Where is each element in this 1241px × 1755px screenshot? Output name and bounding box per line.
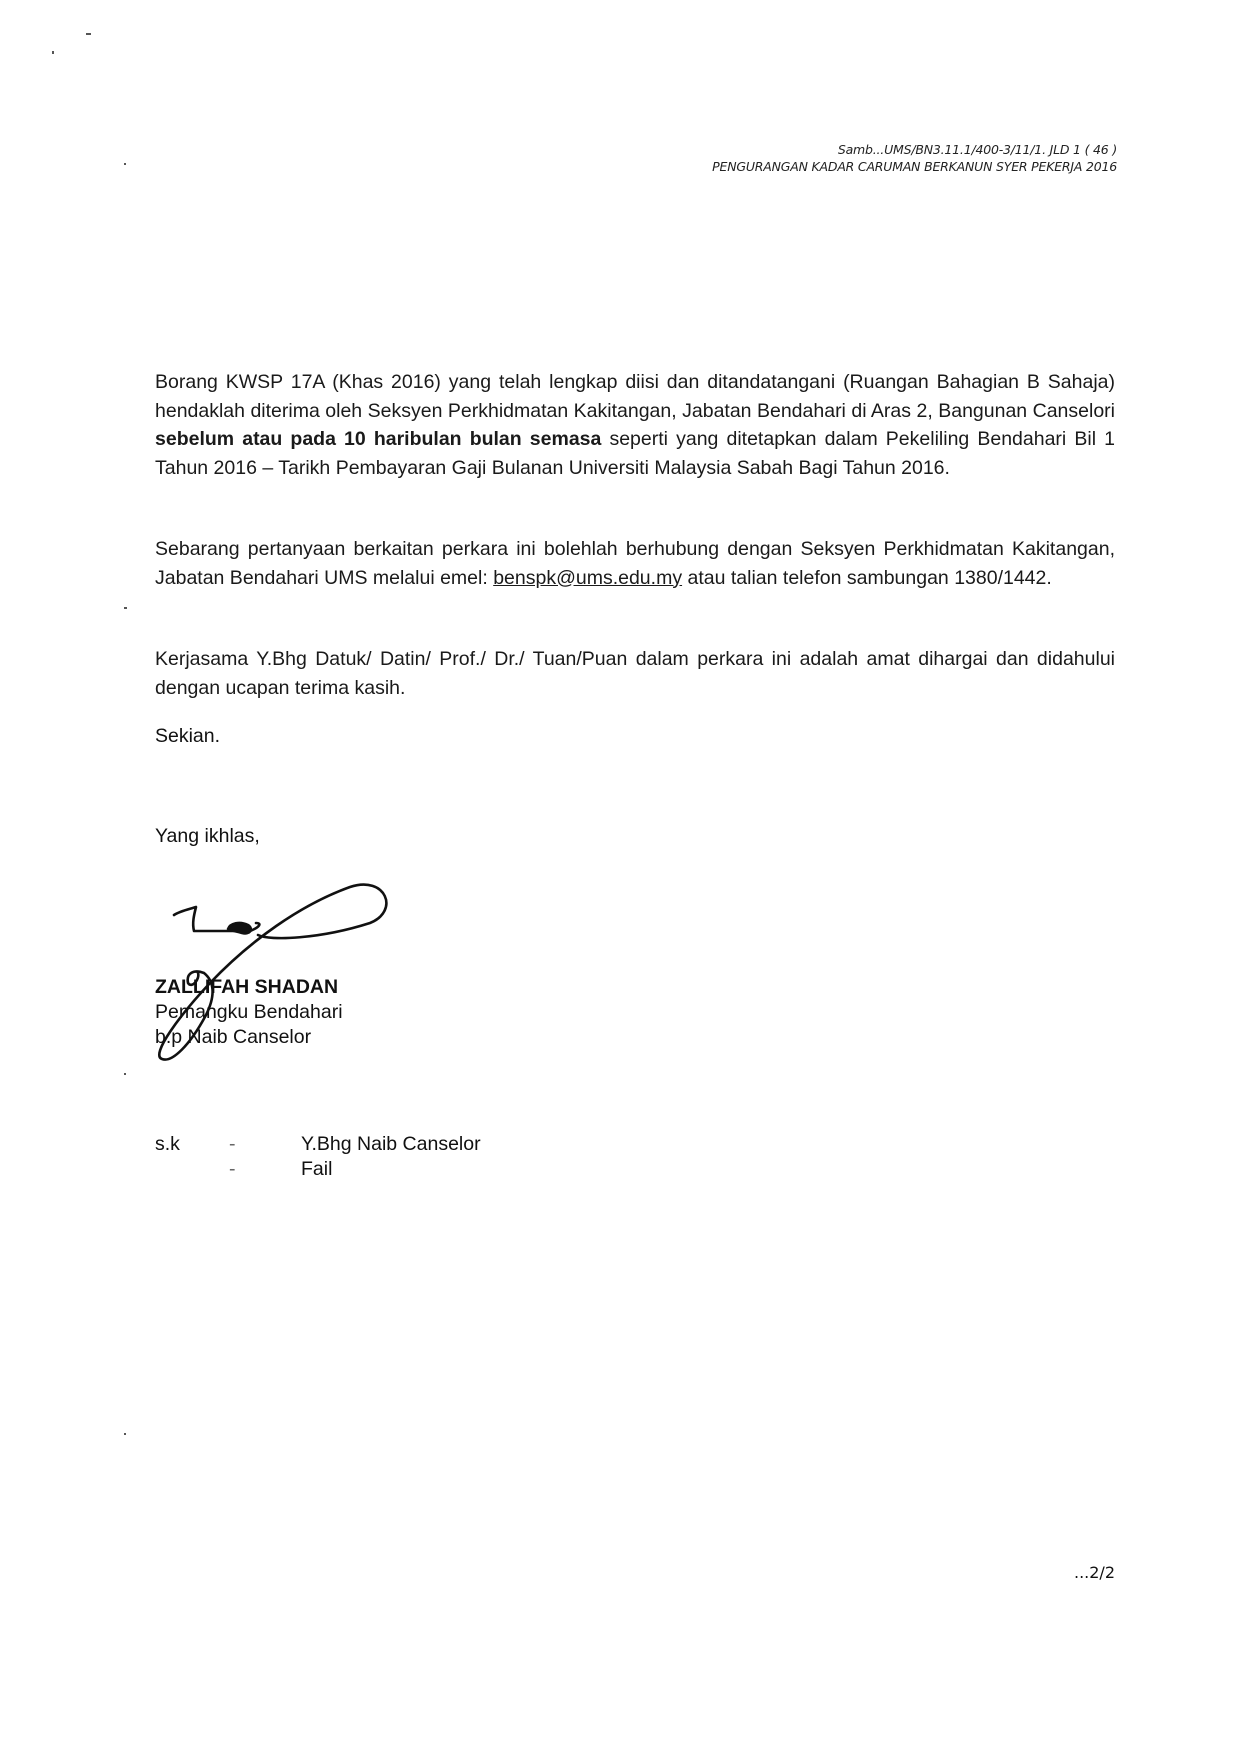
paragraph-submission — [155, 368, 1115, 482]
scan-speck — [52, 51, 54, 54]
signer-name: ZALLIFAH SHADAN — [155, 976, 339, 998]
scan-speck — [124, 163, 126, 165]
page-marker: ...2/2 — [1073, 1563, 1115, 1582]
cc-recipient: Y.Bhg Naib Canselor — [301, 1133, 481, 1155]
cc-label-blank — [155, 1157, 229, 1182]
paragraph-thanks: Kerjasama Y.Bhg Datuk/ Datin/ Prof./ Dr./ Tuan/Puan dalam perkara ini adalah amat dihargai dan didahului dengan ucapan terima kasih. — [155, 648, 1115, 699]
signer-title: Pemangku Bendahari — [155, 1001, 343, 1023]
carbon-copy-list — [155, 1132, 481, 1182]
scan-speck — [86, 33, 91, 35]
signer-on-behalf: b.p Naib Canselor — [155, 1026, 312, 1048]
subject-line: PENGURANGAN KADAR CARUMAN BERKANUN SYER PEKERJA 2016 — [712, 159, 1117, 174]
reference-number: Samb...UMS/BN3.11.1/400-3/11/1. JLD 1 ( 46 ) — [837, 142, 1117, 157]
paragraph-submission-rest: seperti yang ditetapkan dalam Pekeliling Bendahari Bil 1 Tahun 2016 – Tarikh Pembayaran Gaji Bulanan Universiti Malaysia Sabah Bagi Tahun 2016. — [155, 428, 1115, 479]
cc-row — [155, 1157, 481, 1182]
paragraph-contact — [155, 535, 1115, 592]
paragraph-contact-text: Sebarang pertanyaan berkaitan perkara ini bolehlah berhubung dengan Seksyen Perkhidmatan Kakitangan, Jabatan Bendahari UMS melalui emel: — [155, 538, 1115, 589]
email-link[interactable]: benspk@ums.edu.my — [493, 566, 683, 589]
scan-speck — [124, 607, 127, 609]
scan-speck — [124, 1073, 126, 1075]
cc-recipient: Fail — [301, 1158, 333, 1180]
handwritten-signature — [150, 865, 440, 1065]
cc-dash: - — [229, 1158, 236, 1180]
paragraph-submission-text: Borang KWSP 17A (Khas 2016) yang telah lengkap diisi dan ditandatangani (Ruangan Bahagian B Sahaja) hendaklah diterima oleh Seksyen Perkhidmatan Kakitangan, Jabatan Bendahari di Aras 2, Bangunan Canselori — [155, 371, 1115, 422]
cc-label: s.k — [155, 1133, 180, 1155]
cc-row — [155, 1132, 481, 1157]
scan-speck — [124, 1433, 126, 1435]
paragraph-contact-rest: atau talian telefon sambungan 1380/1442. — [682, 566, 1052, 589]
deadline-emphasis: sebelum atau pada 10 haribulan bulan semasa — [155, 428, 602, 450]
closing-sekian: Sekian. — [155, 725, 221, 747]
salutation: Yang ikhlas, — [155, 825, 260, 847]
reference-header — [712, 141, 1117, 175]
cc-dash: - — [229, 1133, 236, 1155]
